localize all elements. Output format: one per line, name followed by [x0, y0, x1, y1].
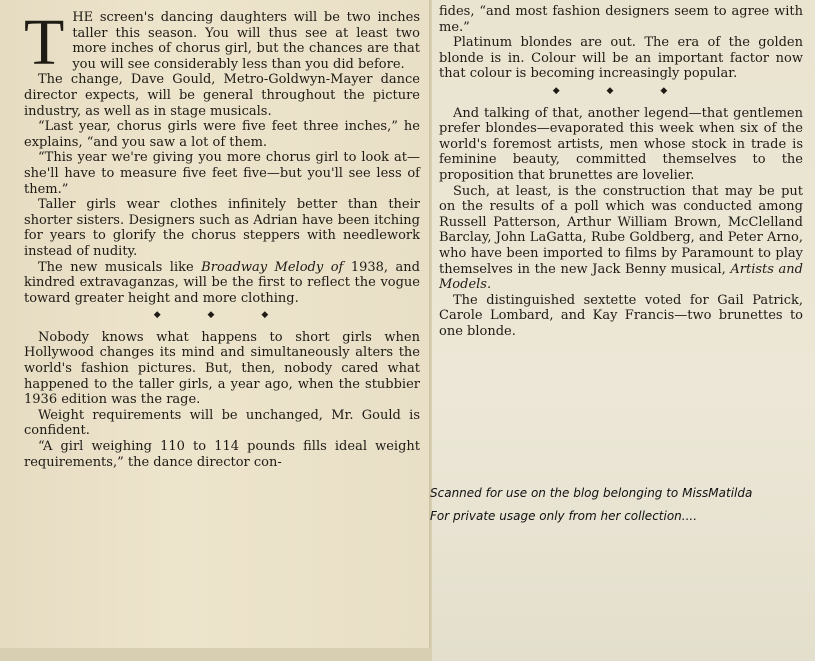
- blog-watermark-note: [430, 482, 815, 528]
- article-paragraph: HE screen's dancing daughters will be two inches taller this season. You will thus see at least two more inches of chorus girl, but the chances are that you will see considerably less than you did before.: [72, 10, 420, 72]
- section-divider: ◆ ◆ ◆: [552, 85, 690, 96]
- article-paragraph: [24, 260, 420, 307]
- article-paragraph: And talking of that, another legend—that gentlemen prefer blondes—evaporated this week when six of the world's foremost artists, men whose stock in trade is feminine beauty, committed themselves to the proposition that brunettes are lovelier.: [439, 105, 803, 183]
- section-divider: ◆ ◆ ◆: [153, 310, 291, 321]
- article-paragraph: The distinguished sextette voted for Gail Patrick, Carole Lombard, and Kay Francis—two brunettes to one blonde.: [439, 292, 803, 339]
- page-fold: [429, 0, 432, 661]
- article-paragraph: “Last year, chorus girls were five feet three inches,” he explains, “and you saw a lot of them.: [24, 119, 420, 150]
- article-paragraph: Taller girls wear clothes infinitely better than their shorter sisters. Designers such as Adrian have been itching for years to glorify the chorus steppers with needlework instead of nudity.: [24, 197, 420, 259]
- blog-note-line: Scanned for use on the blog belonging to MissMatilda: [430, 486, 753, 500]
- article-paragraph: fides, “and most fashion designers seem to agree with me.”: [439, 4, 803, 35]
- dropcap: T: [24, 6, 65, 79]
- article-paragraph: [439, 184, 803, 293]
- article-paragraph: Nobody knows what happens to short girls when Hollywood changes its mind and simultaneously alters the world's fashion pictures. But, then, nobody cared what happened to the taller girls, a year ago, when the stubbier 1936 edition was the rage.: [24, 329, 420, 408]
- article-paragraph: The change, Dave Gould, Metro-Goldwyn-Mayer dance director expects, will be general throughout the picture industry, as well as in stage musicals.: [24, 72, 420, 119]
- film-title: Broadway Melody of: [201, 259, 344, 275]
- article-paragraph: Weight requirements will be unchanged, Mr. Gould is confident.: [24, 407, 420, 439]
- article-paragraph: “A girl weighing 110 to 114 pounds fills ideal weight requirements,” the dance director con-: [24, 439, 420, 470]
- blog-note-line: For private usage only from her collection....: [430, 509, 698, 523]
- article-left-column: [24, 6, 420, 470]
- article-paragraph: “This year we're giving you more chorus girl to look at—she'll have to measure five feet five—but you'll see less of them.”: [24, 150, 420, 197]
- text-run: .: [486, 277, 492, 293]
- article-right-column: [439, 4, 803, 339]
- film-title: Artists and Models: [439, 261, 803, 293]
- text-run: Such, at least, is the construction that may be put on the results of a poll which was conducted among Russell Patterson, Arthur William Brown, McClelland Barclay, John LaGatta, Rube Goldberg, and Peter Arno, who have been imported to films by Paramount to play themselves in the new Jack Benny musical,: [439, 183, 803, 277]
- page-bottom-edge: [0, 648, 432, 661]
- article-paragraph: Platinum blondes are out. The era of the golden blonde is in. Colour will be an important factor now that colour is becoming increasingly popular.: [439, 35, 803, 82]
- text-run: The new musicals like: [38, 259, 202, 275]
- text-run: 1938, and kindred extravaganzas, will be the first to reflect the vogue toward greater height and more clothing.: [24, 259, 420, 306]
